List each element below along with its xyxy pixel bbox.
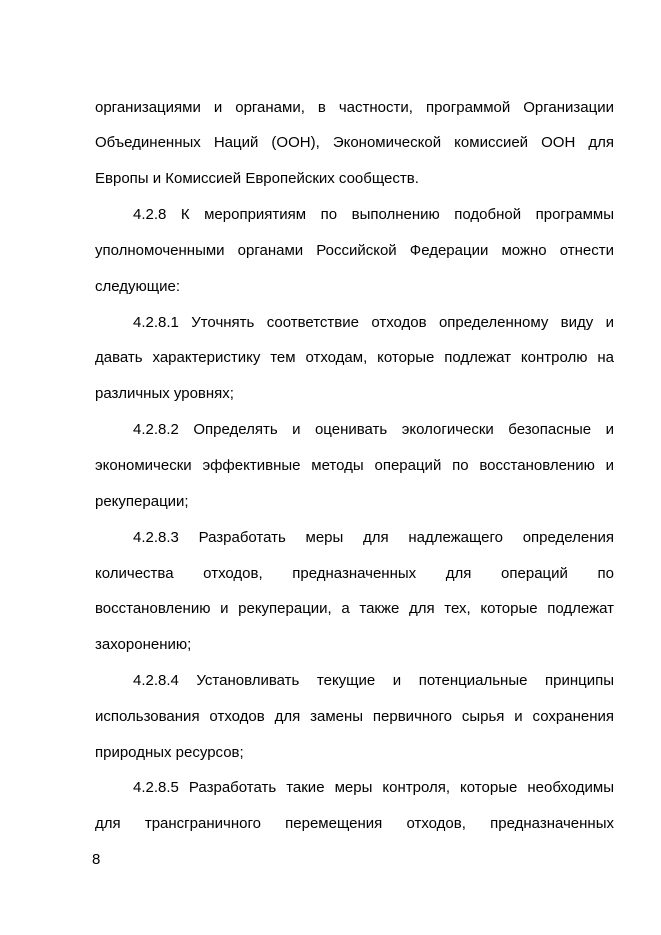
paragraph-start-line: 4.2.8.1 Уточнять соответствие отходов определенному виду и (133, 314, 614, 331)
text-line: восстановлению и рекуперации, а также для тех, которые подлежат (95, 600, 614, 617)
paragraph-start-line: 4.2.8.3 Разработать меры для надлежащего определения (133, 529, 614, 546)
paragraph-start-line: 4.2.8 К мероприятиям по выполнению подобной программы (133, 206, 614, 223)
text-line: рекуперации; (95, 493, 189, 510)
paragraph-start-line: 4.2.8.4 Установливать текущие и потенциальные принципы (133, 672, 614, 689)
paragraph-start-line: 4.2.8.5 Разработать такие меры контроля, которые необходимы (133, 779, 614, 796)
text-line: экономически эффективные методы операций по восстановлению и (95, 457, 614, 474)
text-line: Объединенных Наций (ООН), Экономической комиссией ООН для (95, 134, 614, 151)
text-line: природных ресурсов; (95, 744, 244, 761)
text-line: различных уровнях; (95, 385, 234, 402)
text-line: уполномоченными органами Российской Федерации можно отнести (95, 242, 614, 259)
text-line: количества отходов, предназначенных для операций по (95, 565, 614, 582)
text-line: давать характеристику тем отходам, которые подлежат контролю на (95, 349, 614, 366)
text-line: захоронению; (95, 636, 192, 653)
text-line: организациями и органами, в частности, программой Организации (95, 99, 614, 116)
paragraph-start-line: 4.2.8.2 Определять и оценивать экологически безопасные и (133, 421, 614, 438)
text-line: следующие: (95, 278, 180, 295)
text-line: для трансграничного перемещения отходов, предназначенных (95, 815, 614, 832)
text-line: использования отходов для замены первичного сырья и сохранения (95, 708, 614, 725)
text-line: Европы и Комиссией Европейских сообществ. (95, 170, 419, 187)
page-number: 8 (92, 851, 101, 868)
